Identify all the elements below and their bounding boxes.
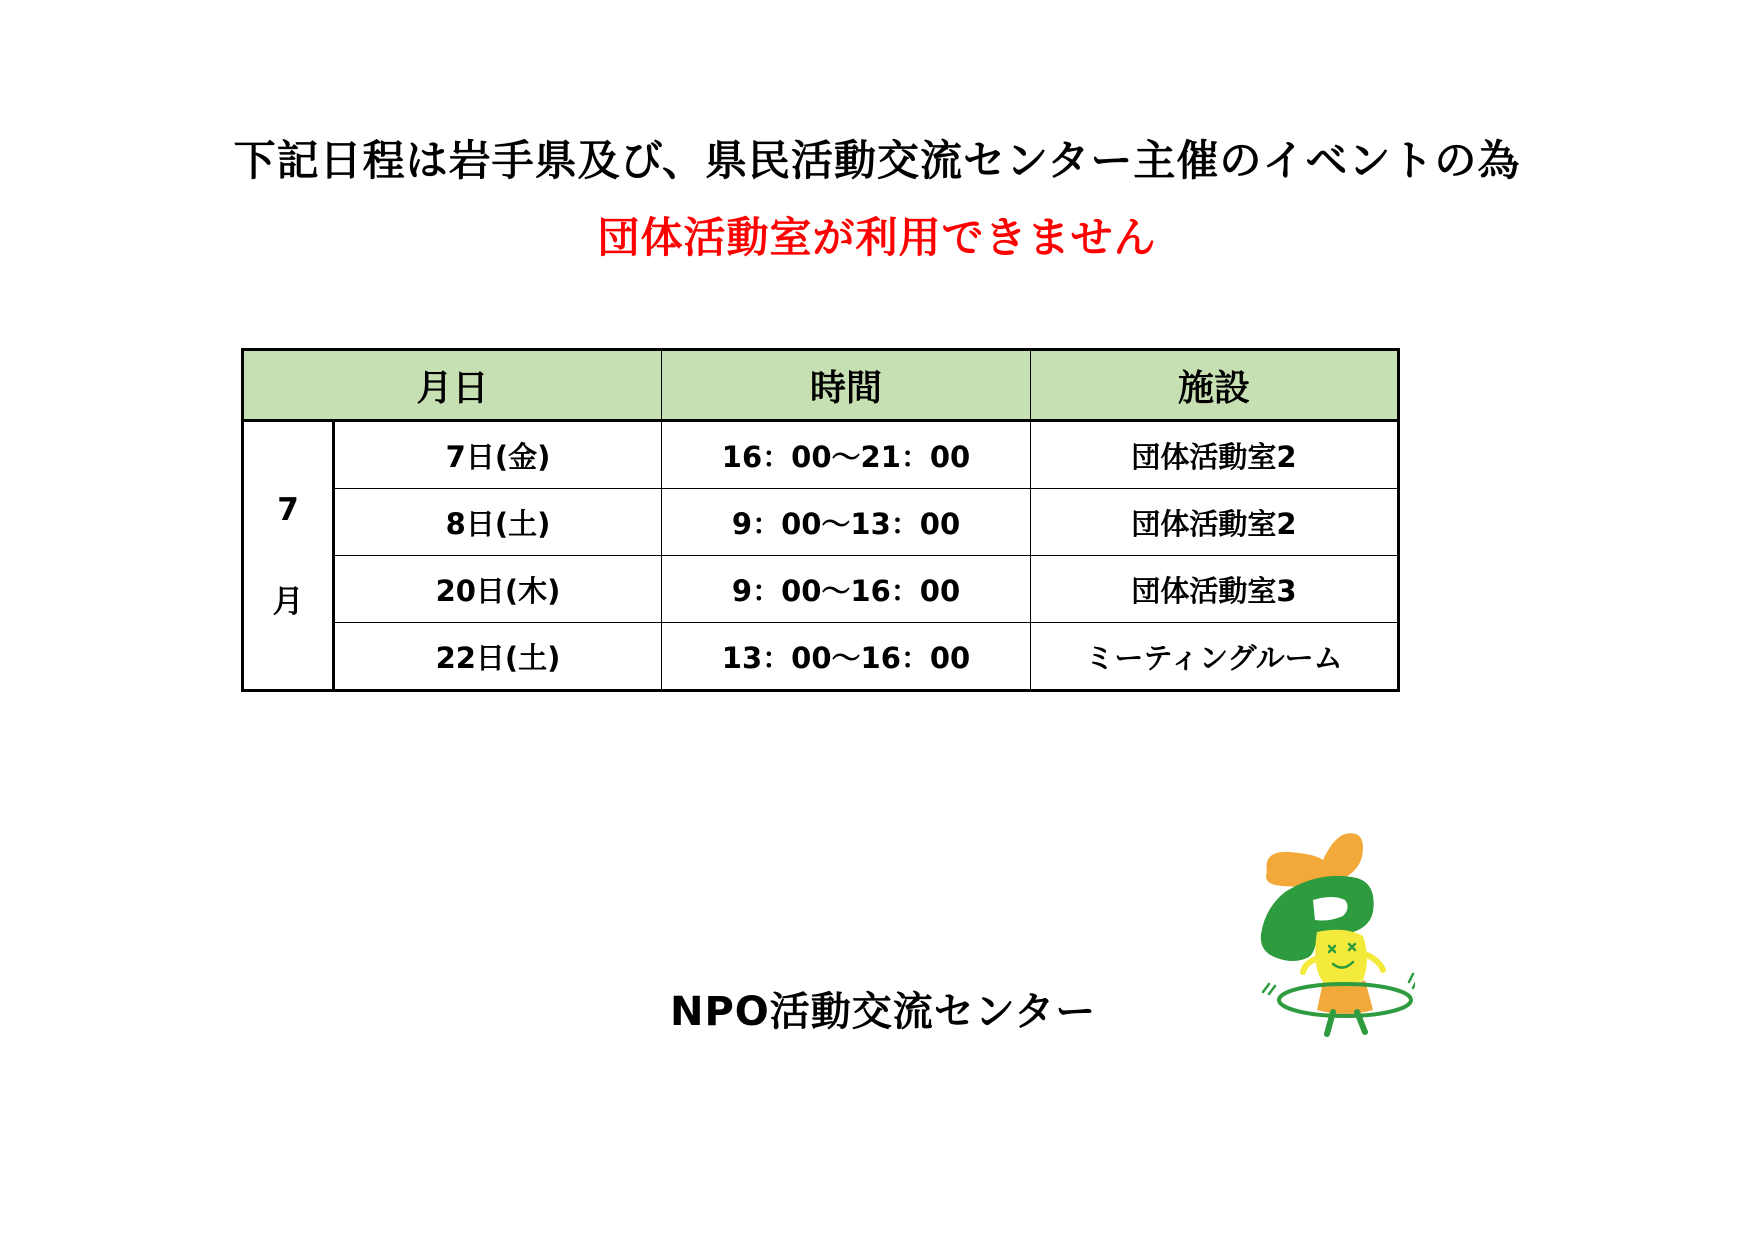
month-cell [243,421,334,691]
mascot-character-with-hula-hoop-icon [1245,830,1415,1040]
row-facility: 団体活動室2 [1031,421,1399,489]
row-date: 22日(土) [334,623,662,691]
month-suffix: 月 [272,583,304,620]
notice-unavailable-message: 団体活動室が利用できません [597,213,1157,262]
row-date: 7日(金) [334,421,662,489]
row-time: 13：00～16：00 [662,623,1031,691]
row-date: 8日(土) [334,489,662,556]
organization-name: NPO活動交流センター [670,989,1097,1035]
row-time: 9：00～16：00 [662,556,1031,623]
header-date: 月日 [243,350,662,421]
row-facility: 団体活動室2 [1031,489,1399,556]
header-time: 時間 [662,350,1031,421]
row-time: 9：00～13：00 [662,489,1031,556]
table-row [243,489,1399,556]
table-row [243,421,1399,489]
table-header-row [243,350,1399,421]
row-facility: 団体活動室3 [1031,556,1399,623]
row-date: 20日(木) [334,556,662,623]
row-facility: ミーティングルーム [1031,623,1399,691]
notice-heading: 下記日程は岩手県及び、県民活動交流センター主催のイベントの為 [233,136,1521,185]
row-time: 16：00～21：00 [662,421,1031,489]
month-number: 7 [277,491,299,528]
table-row [243,556,1399,623]
closure-schedule-table [241,348,1400,692]
table-row [243,623,1399,691]
header-facility: 施設 [1031,350,1399,421]
